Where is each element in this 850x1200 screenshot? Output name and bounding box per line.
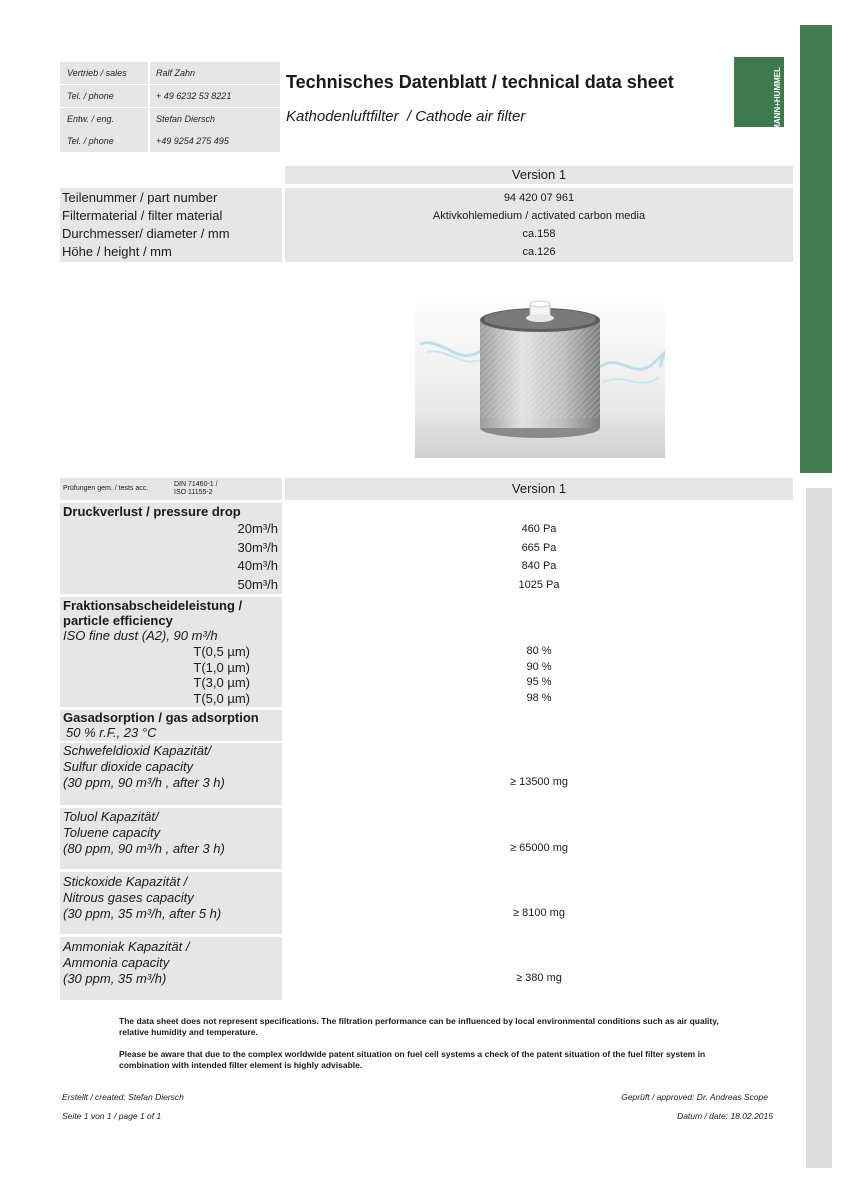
row-value: 1025 Pa bbox=[518, 579, 560, 591]
logo-text: MANN+HUMMEL bbox=[773, 67, 782, 131]
test-condition: ISO fine dust (A2), 90 m³/h bbox=[63, 628, 218, 643]
tests-standard-1: DIN 71460-1 / bbox=[174, 481, 218, 488]
spec-value: Aktivkohlemedium / activated carbon media bbox=[432, 210, 646, 222]
row-value: 80 % bbox=[526, 645, 552, 657]
row-value: 665 Pa bbox=[521, 542, 557, 554]
version-header bbox=[285, 166, 793, 184]
section-title: Gasadsorption / gas adsorption bbox=[63, 710, 259, 725]
footer-created: Erstellt / created: Stefan Diersch bbox=[62, 1092, 184, 1102]
capacity-label: Sulfur dioxide capacity bbox=[63, 759, 194, 774]
contact-label: Entw. / eng. bbox=[67, 114, 115, 124]
gray-side-bar bbox=[806, 488, 832, 1168]
document-title: Technisches Datenblatt / technical data sheet bbox=[286, 72, 674, 92]
contact-value: Stefan Diersch bbox=[156, 114, 216, 124]
contact-value: +49 9254 275 495 bbox=[156, 136, 229, 146]
spec-label: Durchmesser/ diameter / mm bbox=[62, 226, 230, 241]
row-label: 40m³/h bbox=[237, 558, 278, 573]
spec-value: ca.126 bbox=[522, 246, 556, 258]
footer-page: Seite 1 von 1 / page 1 of 1 bbox=[62, 1111, 162, 1121]
tests-version-label: Version 1 bbox=[511, 481, 567, 496]
row-label: 20m³/h bbox=[237, 521, 278, 536]
spec-value: ca.158 bbox=[522, 228, 556, 240]
row-value: 98 % bbox=[526, 692, 552, 704]
section-title: Fraktionsabscheideleistung / bbox=[63, 598, 243, 613]
capacity-label: (30 ppm, 90 m³/h , after 3 h) bbox=[63, 775, 225, 790]
row-label: T(1,0 µm) bbox=[193, 660, 250, 675]
row-value: 840 Pa bbox=[521, 560, 557, 572]
capacity-label: Toluol Kapazität/ bbox=[63, 809, 159, 824]
contact-label: Tel. / phone bbox=[67, 136, 114, 146]
capacity-label: Schwefeldioxid Kapazität/ bbox=[63, 743, 212, 758]
capacity-label: Toluene capacity bbox=[63, 825, 161, 840]
row-value: 460 Pa bbox=[521, 523, 557, 535]
contact-label: Tel. / phone bbox=[67, 91, 114, 101]
row-label: T(5,0 µm) bbox=[193, 691, 250, 706]
section-title: Druckverlust / pressure drop bbox=[63, 504, 241, 519]
spec-value: 94 420 07 961 bbox=[503, 192, 575, 204]
row-value: 95 % bbox=[526, 676, 552, 688]
capacity-label: (30 ppm, 35 m³/h, after 5 h) bbox=[63, 906, 222, 921]
contact-label: Vertrieb / sales bbox=[67, 68, 127, 78]
test-condition: 50 % r.F., 23 °C bbox=[66, 725, 157, 740]
row-value: 90 % bbox=[526, 661, 552, 673]
capacity-label: (80 ppm, 90 m³/h , after 3 h) bbox=[63, 841, 225, 856]
capacity-value: ≥ 380 mg bbox=[516, 972, 562, 984]
tests-standard-2: ISO 11155-2 bbox=[174, 489, 213, 496]
document-subtitle: Kathodenluftfilter / Cathode air filter bbox=[286, 108, 526, 125]
spec-label: Höhe / height / mm bbox=[62, 244, 172, 259]
version-label: Version 1 bbox=[511, 167, 567, 182]
tests-version-header bbox=[285, 478, 793, 500]
capacity-label: (30 ppm, 35 m³/h) bbox=[63, 971, 167, 986]
spec-label: Filtermaterial / filter material bbox=[62, 208, 223, 223]
patent-note: Please be aware that due to the complex worldwide patent situation on fuel cell systems a check of the patent situation of the fuel filter system in combination with intended filter element is highly advisable. bbox=[119, 1049, 706, 1070]
row-label: 50m³/h bbox=[237, 577, 278, 592]
capacity-value: ≥ 65000 mg bbox=[509, 842, 569, 854]
brand-green-bar bbox=[800, 25, 832, 473]
footer-approved: Geprüft / approved: Dr. Andreas Scope bbox=[621, 1092, 768, 1102]
capacity-label: Ammoniak Kapazität / bbox=[63, 939, 190, 954]
contact-value: + 49 6232 53 8221 bbox=[156, 91, 232, 101]
spec-label: Teilenummer / part number bbox=[62, 190, 218, 205]
capacity-value: ≥ 8100 mg bbox=[513, 907, 565, 919]
section-title: particle efficiency bbox=[63, 613, 173, 628]
footer-date: Datum / date: 18.02.2015 bbox=[677, 1111, 773, 1121]
tests-label: Prüfungen gem. / tests acc. bbox=[63, 485, 149, 492]
capacity-label: Ammonia capacity bbox=[63, 955, 170, 970]
row-label: T(3,0 µm) bbox=[193, 675, 250, 690]
row-label: 30m³/h bbox=[237, 540, 278, 555]
mann-hummel-logo bbox=[734, 57, 784, 131]
capacity-value: ≥ 13500 mg bbox=[509, 776, 569, 788]
row-label: T(0,5 µm) bbox=[193, 644, 250, 659]
product-image bbox=[415, 292, 665, 458]
contact-value: Ralf Zahn bbox=[156, 68, 196, 78]
disclaimer-note: The data sheet does not represent specifications. The filtration performance can be influenced by local environmental conditions such as air quality, relative humidity and temperature. bbox=[119, 1016, 719, 1037]
capacity-label: Nitrous gases capacity bbox=[63, 890, 194, 905]
capacity-label: Stickoxide Kapazität / bbox=[63, 874, 188, 889]
